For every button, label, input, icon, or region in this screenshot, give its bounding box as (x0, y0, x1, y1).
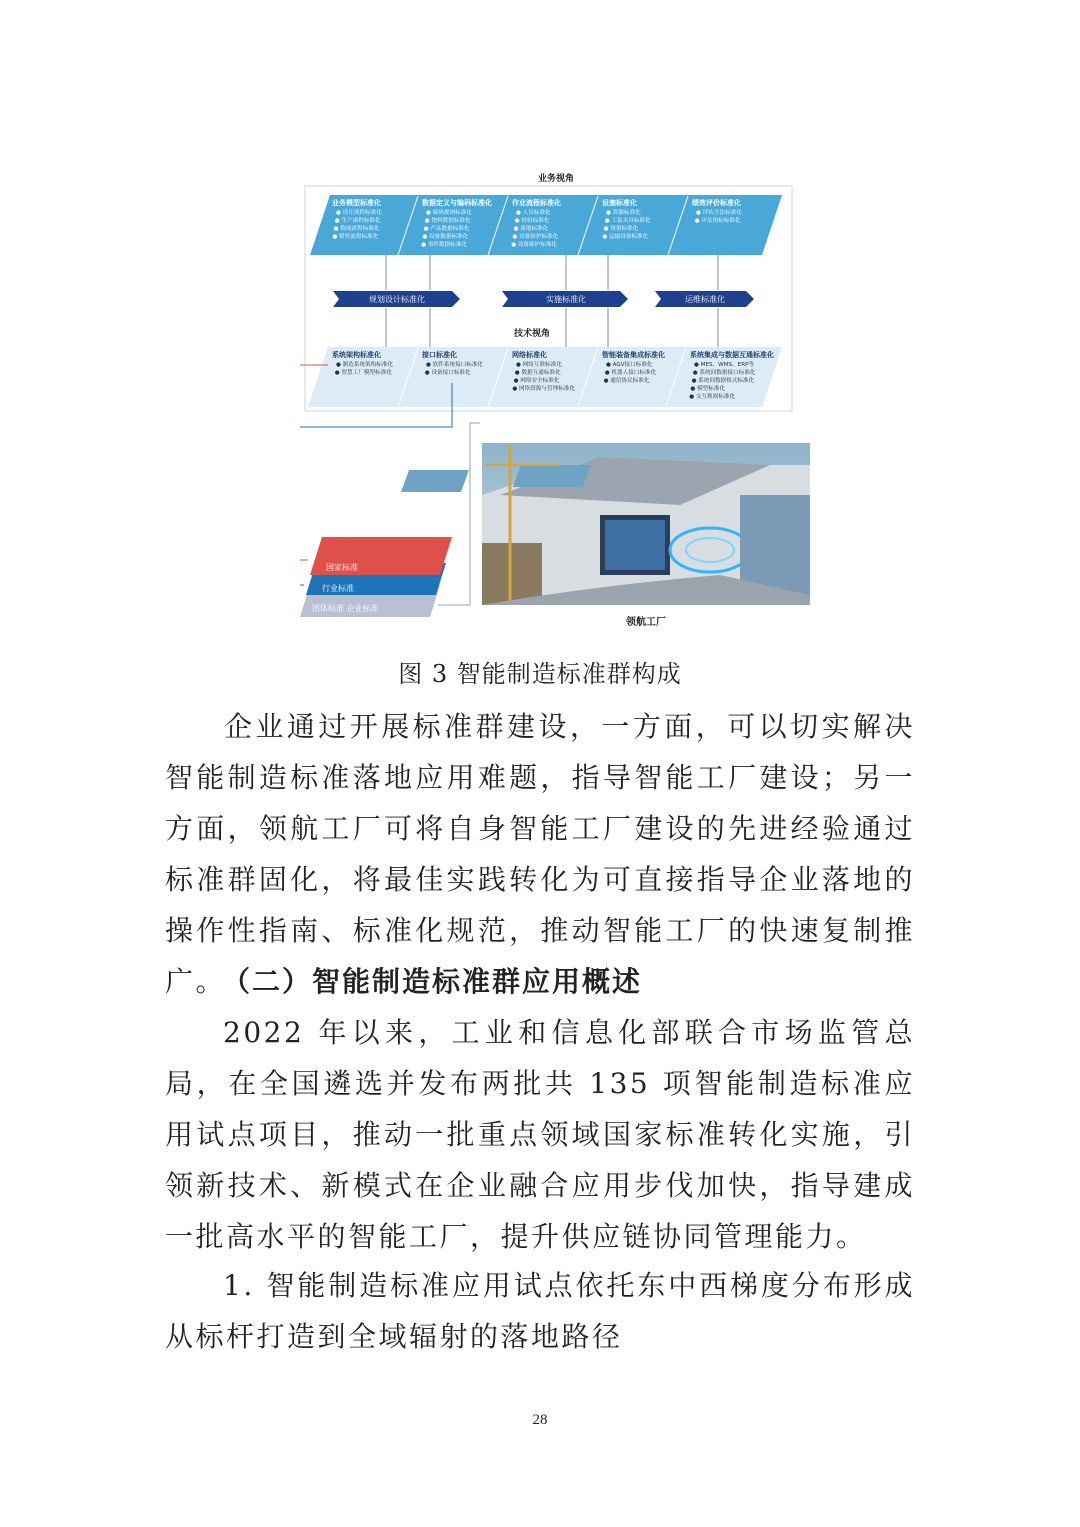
tech-view-label: 技术视角 (513, 329, 551, 339)
business-col-item-2-4: ● 设备维护标准化 (511, 242, 558, 248)
standards-group-diagram (300, 165, 812, 630)
paragraph-2: 2022 年以来，工业和信息化部联合市场监管总局，在全国遴选并发布两批共 135 项智能制造标准应用试点项目，推动一批重点领域国家标准转化实施，引领新技术、新模式在企业融合应用步伐加快，指导建成一批高水平的智能工厂，提升供应链协同管理能力。 (165, 1016, 915, 1253)
layer-industry-label: 行业标准 (322, 584, 354, 593)
business-col-item-1-1: ● 物料数据标准化 (424, 218, 471, 224)
business-view-label: 业务视角 (537, 174, 575, 184)
business-col-item-3-1: ● 工装夹具标准化 (604, 218, 651, 224)
business-col-item-2-2: ● 落地标准化 (513, 226, 549, 232)
diagram-svg (300, 165, 812, 630)
layer-group-enterprise-label: 团体标准 企业标准 (312, 604, 379, 613)
business-col-item-1-0: ● 编码规则标准化 (426, 210, 472, 216)
factory-label: 领航工厂 (626, 617, 666, 628)
tech-col-item-1-1: ● 设备接口标准化 (424, 370, 471, 376)
business-col-title-1: 数据定义与编码标准化 (422, 199, 492, 207)
tech-col-title-2: 网络标准化 (512, 351, 547, 359)
tech-col-title-4: 系统集成与数据互通标准化 (690, 351, 774, 359)
business-col-item-0-0: ● 设计流程标准化 (336, 210, 382, 216)
business-col-title-4: 绩效评价标准化 (692, 199, 741, 207)
business-col-item-4-0: ● 评估方法标准化 (696, 210, 742, 216)
factory-image (401, 443, 810, 605)
paragraph-1: 企业通过开展标准群建设，一方面，可以切实解决智能制造标准落地应用难题，指导智能工厂建设；另一方面，领航工厂可将自身智能工厂建设的先进经验通过标准群固化，将最佳实践转化为可直接指导企业落地的操作性指南、标准化规范，推动智能工厂的快速复制推广。 (165, 710, 915, 998)
tech-col-item-0-0: ● 制造系统架构标准化 (336, 362, 394, 368)
business-col-item-4-1: ● 评估指标标准化 (694, 218, 741, 224)
business-col-item-2-0: ● 人员标准化 (516, 210, 551, 216)
paragraph-3: 1. 智能制造标准应用试点依托东中西梯度分布形成从标杆打造到全域辐射的落地路径 (165, 1269, 915, 1353)
tech-col-item-2-0: ● 网络互联标准化 (516, 362, 562, 368)
business-col-item-3-2: ● 货架标准化 (603, 226, 639, 232)
tech-col-item-4-1: ● 系统间数据接口标准化 (692, 370, 756, 376)
section-heading: （二）智能制造标准群应用概述 (222, 965, 643, 998)
tech-col-title-3: 智能装备集成标准化 (602, 351, 665, 359)
tech-col-title-0: 系统架构标准化 (332, 351, 381, 359)
tech-col-title-1: 接口标准化 (422, 351, 457, 359)
arrow-implementation-label: 实施标准化 (546, 295, 586, 304)
tech-col-item-3-1: ● 机器人接口标准化 (604, 370, 657, 376)
tech-col-item-3-0: ● AGV接口标准化 (606, 362, 653, 368)
arrow-operation-label: 运维标准化 (685, 295, 725, 304)
business-col-item-1-3: ● 设备数据标准化 (422, 234, 469, 240)
tech-col-item-1-0: ● 软件系统接口标准化 (426, 362, 484, 368)
business-col-item-3-3: ● 运输设备标准化 (602, 234, 649, 240)
layer-national-label: 国家标准 (326, 563, 358, 572)
page-number: 28 (532, 1412, 548, 1428)
figure-caption: 图 3 智能制造标准群构成 (398, 660, 682, 688)
business-col-item-2-1: ● 检验标准化 (514, 218, 550, 224)
tech-col-item-2-3: ● 网络资源与管理标准化 (512, 386, 576, 392)
tech-col-item-3-2: ● 通信协议标准化 (603, 378, 650, 384)
tech-col-item-2-2: ● 网络安全标准化 (513, 378, 560, 384)
business-col-title-2: 作业流程标准化 (512, 199, 561, 207)
tech-col-item-2-1: ● 数据互通标准化 (514, 370, 561, 376)
arrow-planning-label: 规划设计标准化 (369, 295, 425, 304)
business-col-item-3-0: ● 资源标准化 (606, 210, 641, 216)
business-col-item-0-2: ● 物流流程标准化 (333, 226, 380, 232)
tech-col-item-4-4: ● 交互规则标准化 (689, 394, 736, 400)
business-col-item-0-1: ● 生产流程标准化 (334, 218, 381, 224)
tech-col-item-4-3: ● 模型标准化 (690, 386, 726, 392)
business-col-title-0: 业务模型标准化 (332, 199, 381, 207)
business-col-item-0-3: ● 销售流程标准化 (332, 234, 379, 240)
business-col-title-3: 设施标准化 (602, 199, 637, 207)
business-col-item-1-2: ● 产品数据标准化 (423, 226, 470, 232)
tech-col-item-4-2: ● 系统间数据格式标准化 (691, 378, 755, 384)
standard-layers (300, 537, 452, 617)
tech-col-item-4-0: ● MES、WMS、ERP等 (694, 362, 755, 368)
tech-col-item-0-1: ● 智慧工厂模型标准化 (334, 370, 392, 376)
process-arrows (333, 291, 754, 307)
business-col-item-1-4: ● 事件数据标准化 (421, 242, 468, 248)
business-col-item-2-3: ● 设备维护标准化 (512, 234, 559, 240)
